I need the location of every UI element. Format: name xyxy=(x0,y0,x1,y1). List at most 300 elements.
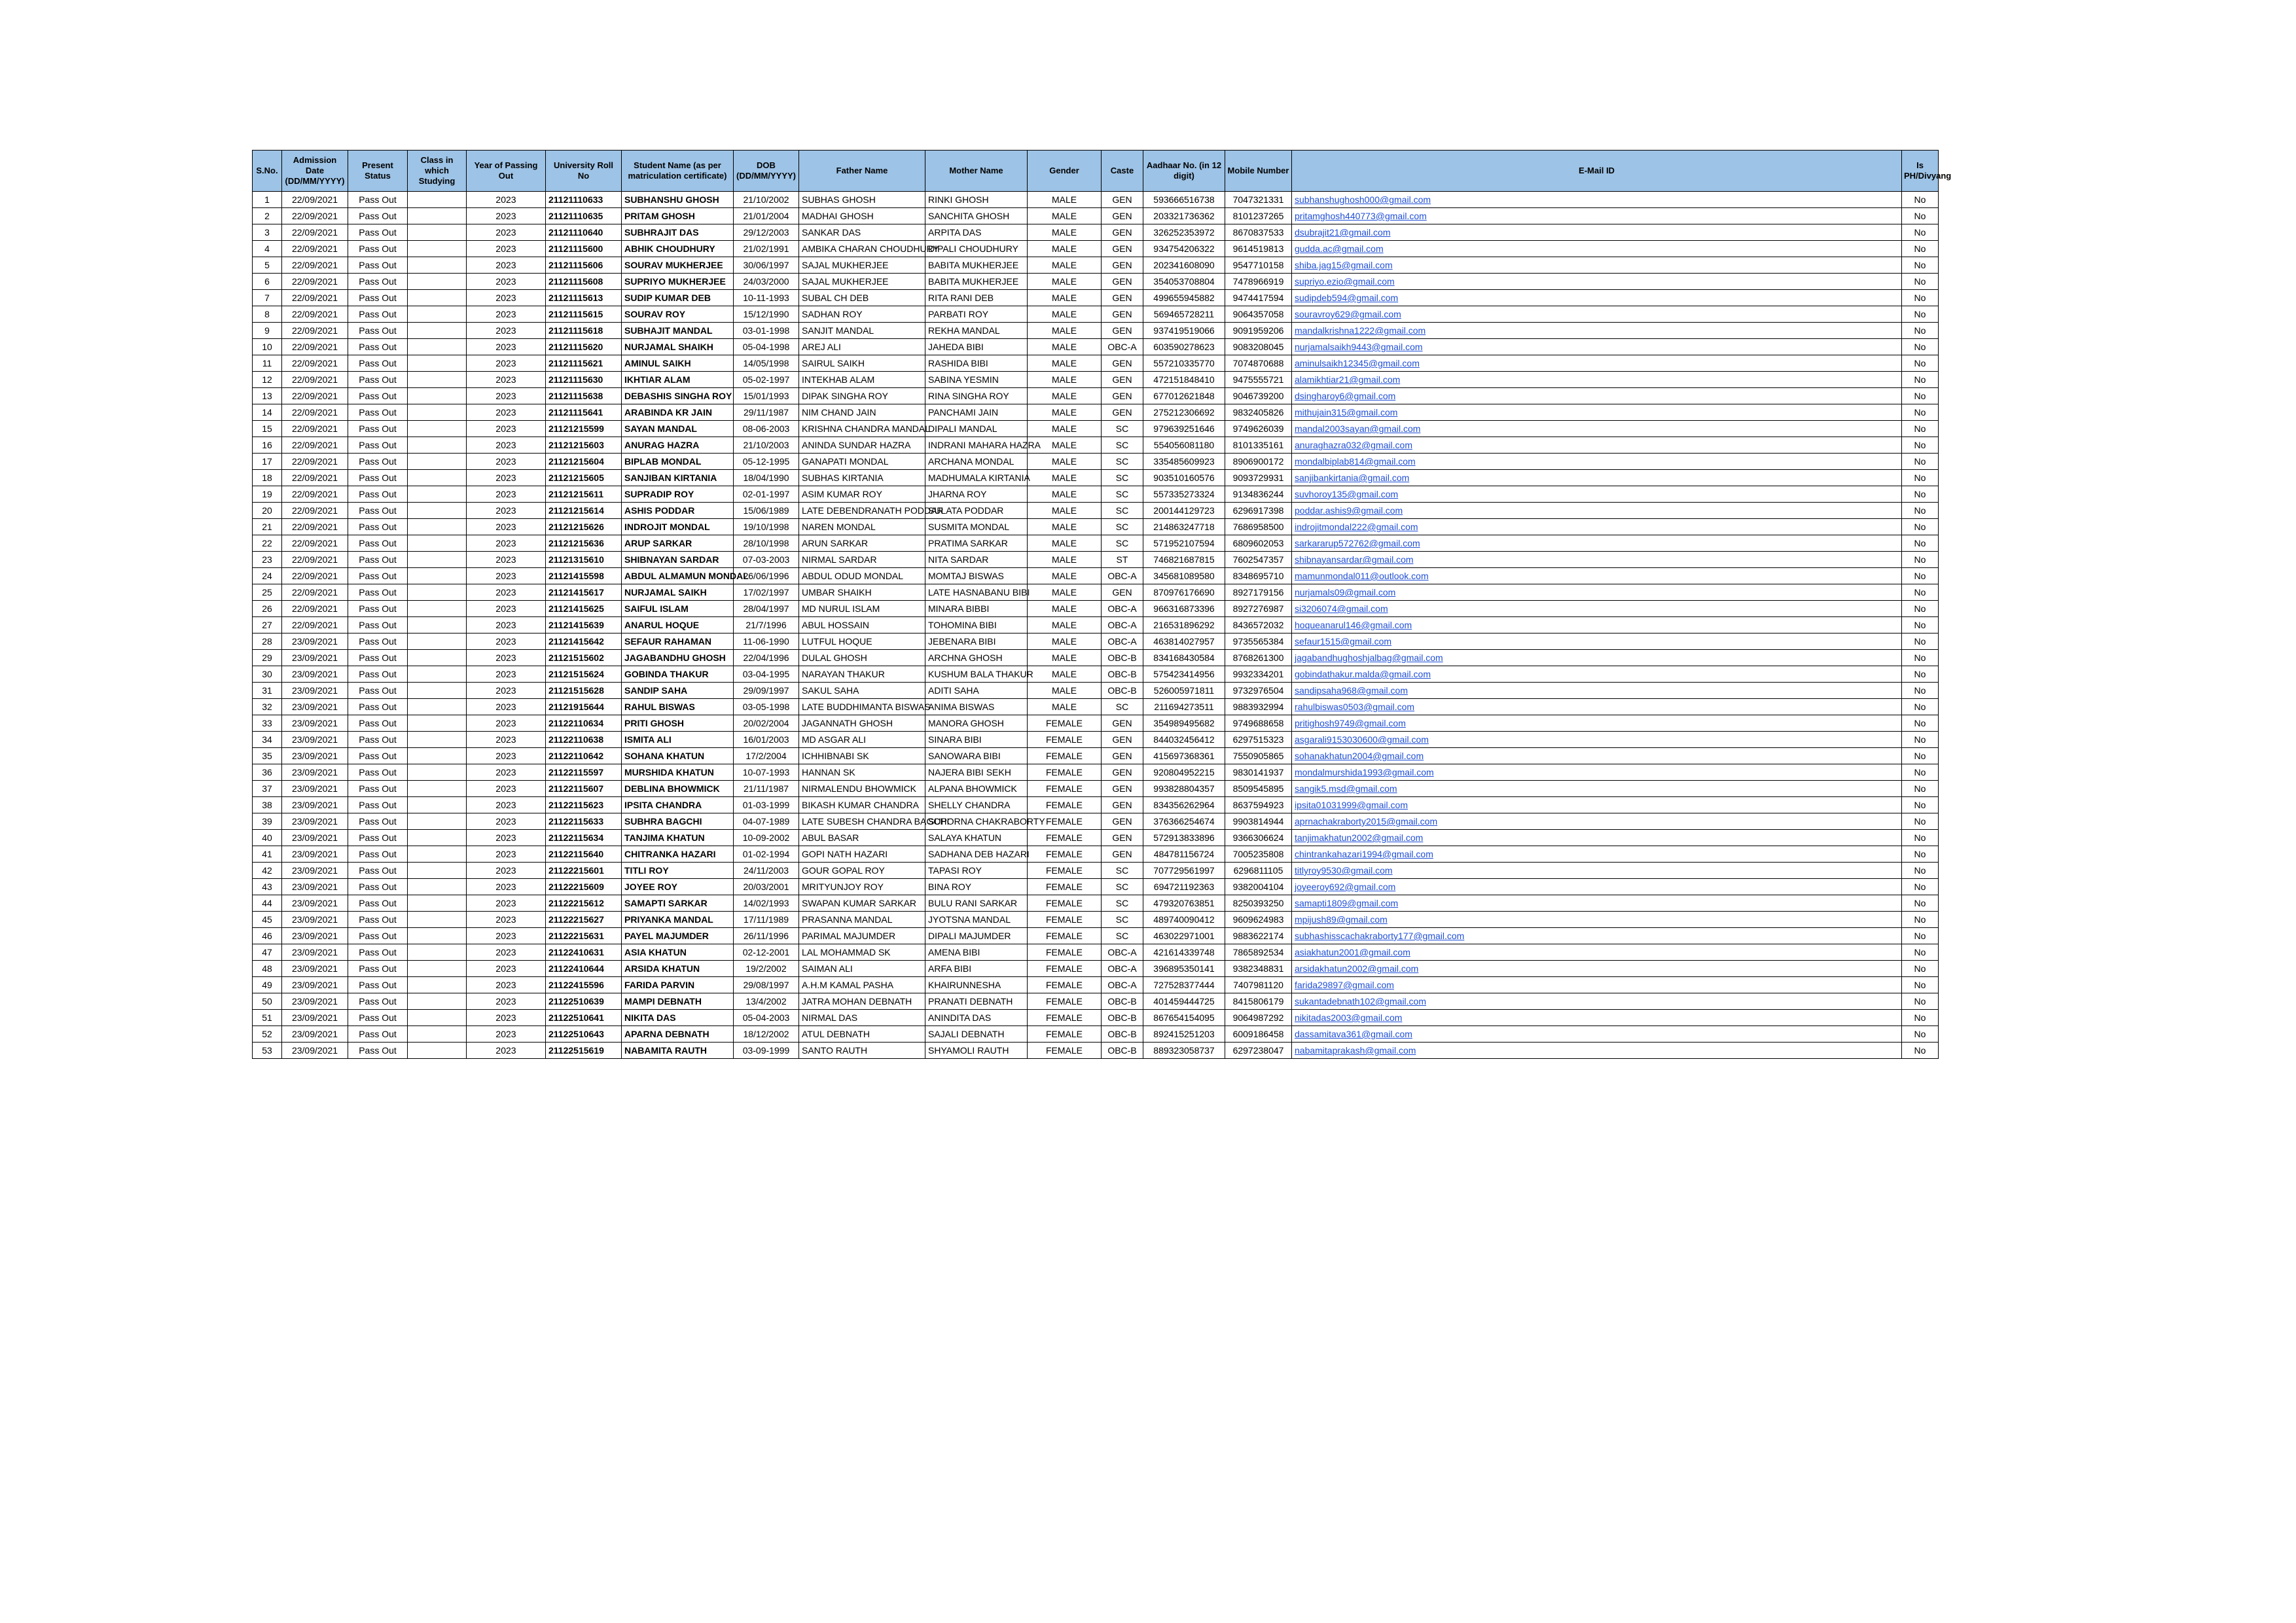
cell-ph-divyang: No xyxy=(1902,797,1939,813)
cell-father-name: SAIMAN ALI xyxy=(799,961,925,977)
cell-present-status: Pass Out xyxy=(348,224,408,241)
cell-ph-divyang: No xyxy=(1902,1026,1939,1043)
cell-present-status: Pass Out xyxy=(348,683,408,699)
cell-year-passing: 2023 xyxy=(467,519,546,535)
col-header-caste: Caste xyxy=(1102,151,1143,192)
cell-gender: FEMALE xyxy=(1028,748,1102,764)
cell-ph-divyang: No xyxy=(1902,470,1939,486)
cell-father-name: SANKAR DAS xyxy=(799,224,925,241)
cell-caste: OBC-A xyxy=(1102,944,1143,961)
cell-father-name: SUBHAS KIRTANIA xyxy=(799,470,925,486)
cell-mobile: 8927179156 xyxy=(1225,584,1292,601)
cell-email[interactable]: mithujain315@gmail.com xyxy=(1292,404,1902,421)
cell-ph-divyang: No xyxy=(1902,437,1939,454)
cell-email[interactable]: suvhoroy135@gmail.com xyxy=(1292,486,1902,503)
cell-gender: MALE xyxy=(1028,323,1102,339)
cell-email[interactable]: subhanshughosh000@gmail.com xyxy=(1292,192,1902,208)
cell-aadhaar: 993828804357 xyxy=(1143,781,1225,797)
cell-caste: GEN xyxy=(1102,290,1143,306)
cell-admission-date: 22/09/2021 xyxy=(282,404,348,421)
cell-mobile: 9903814944 xyxy=(1225,813,1292,830)
cell-present-status: Pass Out xyxy=(348,846,408,863)
cell-email[interactable]: nikitadas2003@gmail.com xyxy=(1292,1010,1902,1026)
cell-roll-no: 21121415642 xyxy=(546,633,622,650)
cell-class xyxy=(408,601,467,617)
cell-present-status: Pass Out xyxy=(348,339,408,355)
cell-mobile: 7478966919 xyxy=(1225,274,1292,290)
cell-aadhaar: 746821687815 xyxy=(1143,552,1225,568)
cell-aadhaar: 275212306692 xyxy=(1143,404,1225,421)
cell-email[interactable]: sukantadebnath102@gmail.com xyxy=(1292,993,1902,1010)
cell-present-status: Pass Out xyxy=(348,257,408,274)
cell-roll-no: 21121515602 xyxy=(546,650,622,666)
cell-father-name: SUBHAS GHOSH xyxy=(799,192,925,208)
table-row xyxy=(253,748,1939,764)
cell-aadhaar: 593666516738 xyxy=(1143,192,1225,208)
cell-dob: 28/10/1998 xyxy=(734,535,799,552)
cell-class xyxy=(408,208,467,224)
col-header-aadhaar: Aadhaar No. (in 12 digit) xyxy=(1143,151,1225,192)
col-header-email: E-Mail ID xyxy=(1292,151,1902,192)
cell-email[interactable]: samapti1809@gmail.com xyxy=(1292,895,1902,912)
cell-dob: 21/01/2004 xyxy=(734,208,799,224)
cell-mother-name: REKHA MANDAL xyxy=(925,323,1028,339)
cell-caste: GEN xyxy=(1102,732,1143,748)
cell-email[interactable]: gudda.ac@gmail.com xyxy=(1292,241,1902,257)
cell-roll-no: 21121115608 xyxy=(546,274,622,290)
cell-student-name: ANARUL HOQUE xyxy=(622,617,734,633)
cell-father-name: AMBIKA CHARAN CHOUDHURY xyxy=(799,241,925,257)
cell-email[interactable]: titlyroy9530@gmail.com xyxy=(1292,863,1902,879)
cell-admission-date: 23/09/2021 xyxy=(282,748,348,764)
cell-roll-no: 21122115633 xyxy=(546,813,622,830)
cell-email[interactable]: tanjimakhatun2002@gmail.com xyxy=(1292,830,1902,846)
cell-roll-no: 21122115607 xyxy=(546,781,622,797)
cell-father-name: ABDUL ODUD MONDAL xyxy=(799,568,925,584)
cell-class xyxy=(408,846,467,863)
cell-admission-date: 23/09/2021 xyxy=(282,813,348,830)
table-row xyxy=(253,257,1939,274)
cell-sno: 22 xyxy=(253,535,282,552)
cell-year-passing: 2023 xyxy=(467,617,546,633)
table-row xyxy=(253,863,1939,879)
table-row xyxy=(253,732,1939,748)
cell-caste: OBC-B xyxy=(1102,683,1143,699)
cell-dob: 03-01-1998 xyxy=(734,323,799,339)
table-row xyxy=(253,454,1939,470)
cell-email[interactable]: asgarali9153030600@gmail.com xyxy=(1292,732,1902,748)
cell-present-status: Pass Out xyxy=(348,568,408,584)
col-header-sno: S.No. xyxy=(253,151,282,192)
cell-father-name: HANNAN SK xyxy=(799,764,925,781)
cell-email[interactable]: sangik5.msd@gmail.com xyxy=(1292,781,1902,797)
cell-gender: MALE xyxy=(1028,274,1102,290)
cell-email[interactable]: ipsita01031999@gmail.com xyxy=(1292,797,1902,813)
cell-mother-name: AMENA BIBI xyxy=(925,944,1028,961)
cell-mobile: 9091959206 xyxy=(1225,323,1292,339)
cell-mobile: 7074870688 xyxy=(1225,355,1292,372)
cell-mobile: 9083208045 xyxy=(1225,339,1292,355)
cell-gender: FEMALE xyxy=(1028,961,1102,977)
cell-gender: FEMALE xyxy=(1028,764,1102,781)
table-row xyxy=(253,813,1939,830)
cell-student-name: IPSITA CHANDRA xyxy=(622,797,734,813)
cell-class xyxy=(408,404,467,421)
cell-mobile: 9382348831 xyxy=(1225,961,1292,977)
cell-present-status: Pass Out xyxy=(348,944,408,961)
cell-aadhaar: 867654154095 xyxy=(1143,1010,1225,1026)
cell-dob: 07-03-2003 xyxy=(734,552,799,568)
cell-father-name: LUTFUL HOQUE xyxy=(799,633,925,650)
cell-year-passing: 2023 xyxy=(467,535,546,552)
cell-mother-name: RASHIDA BIBI xyxy=(925,355,1028,372)
cell-email[interactable]: subhashisscachakraborty177@gmail.com xyxy=(1292,928,1902,944)
cell-present-status: Pass Out xyxy=(348,912,408,928)
cell-mobile: 9475555721 xyxy=(1225,372,1292,388)
cell-ph-divyang: No xyxy=(1902,257,1939,274)
cell-class xyxy=(408,437,467,454)
cell-dob: 18/04/1990 xyxy=(734,470,799,486)
cell-father-name: GANAPATI MONDAL xyxy=(799,454,925,470)
cell-class xyxy=(408,584,467,601)
cell-email[interactable]: sandipsaha968@gmail.com xyxy=(1292,683,1902,699)
cell-dob: 20/03/2001 xyxy=(734,879,799,895)
cell-email[interactable]: mpijush89@gmail.com xyxy=(1292,912,1902,928)
cell-gender: MALE xyxy=(1028,683,1102,699)
col-header-class: Class in which Studying xyxy=(408,151,467,192)
cell-admission-date: 23/09/2021 xyxy=(282,977,348,993)
cell-admission-date: 23/09/2021 xyxy=(282,863,348,879)
cell-student-name: SAMAPTI SARKAR xyxy=(622,895,734,912)
cell-present-status: Pass Out xyxy=(348,290,408,306)
cell-admission-date: 22/09/2021 xyxy=(282,388,348,404)
table-row xyxy=(253,437,1939,454)
cell-email[interactable]: sohanakhatun2004@gmail.com xyxy=(1292,748,1902,764)
cell-roll-no: 21121215603 xyxy=(546,437,622,454)
cell-caste: OBC-A xyxy=(1102,617,1143,633)
cell-email[interactable]: arsidakhatun2002@gmail.com xyxy=(1292,961,1902,977)
cell-mother-name: MADHUMALA KIRTANIA xyxy=(925,470,1028,486)
col-header-mobile: Mobile Number xyxy=(1225,151,1292,192)
cell-email[interactable]: hoqueanarul146@gmail.com xyxy=(1292,617,1902,633)
cell-email[interactable]: mandalkrishna1222@gmail.com xyxy=(1292,323,1902,339)
cell-aadhaar: 489740090412 xyxy=(1143,912,1225,928)
cell-student-name: CHITRANKA HAZARI xyxy=(622,846,734,863)
cell-email[interactable]: nurjamalsaikh9443@gmail.com xyxy=(1292,339,1902,355)
cell-email[interactable]: indrojitmondal222@gmail.com xyxy=(1292,519,1902,535)
cell-year-passing: 2023 xyxy=(467,666,546,683)
cell-caste: SC xyxy=(1102,421,1143,437)
cell-aadhaar: 554056081180 xyxy=(1143,437,1225,454)
cell-email[interactable]: nurjamals09@gmail.com xyxy=(1292,584,1902,601)
cell-admission-date: 22/09/2021 xyxy=(282,241,348,257)
cell-email[interactable]: sanjibankirtania@gmail.com xyxy=(1292,470,1902,486)
cell-year-passing: 2023 xyxy=(467,993,546,1010)
cell-email[interactable]: sudipdeb594@gmail.com xyxy=(1292,290,1902,306)
table-row xyxy=(253,339,1939,355)
cell-roll-no: 21121215611 xyxy=(546,486,622,503)
cell-email[interactable]: poddar.ashis9@gmail.com xyxy=(1292,503,1902,519)
cell-roll-no: 21122215627 xyxy=(546,912,622,928)
cell-email[interactable]: nabamitaprakash@gmail.com xyxy=(1292,1043,1902,1059)
cell-mother-name: SALAYA KHATUN xyxy=(925,830,1028,846)
cell-email[interactable]: anuraghazra032@gmail.com xyxy=(1292,437,1902,454)
cell-gender: MALE xyxy=(1028,584,1102,601)
cell-father-name: SAJAL MUKHERJEE xyxy=(799,274,925,290)
cell-caste: OBC-B xyxy=(1102,666,1143,683)
col-header-year-passing: Year of Passing Out xyxy=(467,151,546,192)
cell-roll-no: 21121115630 xyxy=(546,372,622,388)
cell-roll-no: 21122510639 xyxy=(546,993,622,1010)
cell-admission-date: 23/09/2021 xyxy=(282,1010,348,1026)
cell-roll-no: 21121115613 xyxy=(546,290,622,306)
cell-aadhaar: 345681089580 xyxy=(1143,568,1225,584)
cell-class xyxy=(408,895,467,912)
cell-present-status: Pass Out xyxy=(348,535,408,552)
cell-class xyxy=(408,339,467,355)
cell-year-passing: 2023 xyxy=(467,863,546,879)
cell-email[interactable]: rahulbiswas0503@gmail.com xyxy=(1292,699,1902,715)
cell-dob: 10-09-2002 xyxy=(734,830,799,846)
cell-ph-divyang: No xyxy=(1902,486,1939,503)
cell-admission-date: 22/09/2021 xyxy=(282,503,348,519)
cell-dob: 05-04-1998 xyxy=(734,339,799,355)
cell-roll-no: 21121415598 xyxy=(546,568,622,584)
cell-mother-name: NAJERA BIBI SEKH xyxy=(925,764,1028,781)
cell-sno: 15 xyxy=(253,421,282,437)
cell-email[interactable]: jagabandhughoshjalbag@gmail.com xyxy=(1292,650,1902,666)
cell-present-status: Pass Out xyxy=(348,208,408,224)
cell-gender: MALE xyxy=(1028,257,1102,274)
cell-roll-no: 21121215636 xyxy=(546,535,622,552)
cell-mobile: 9093729931 xyxy=(1225,470,1292,486)
cell-aadhaar: 396895350141 xyxy=(1143,961,1225,977)
cell-dob: 26/11/1996 xyxy=(734,928,799,944)
cell-email[interactable]: shibnayansardar@gmail.com xyxy=(1292,552,1902,568)
cell-sno: 48 xyxy=(253,961,282,977)
cell-sno: 34 xyxy=(253,732,282,748)
cell-year-passing: 2023 xyxy=(467,568,546,584)
cell-roll-no: 21122510641 xyxy=(546,1010,622,1026)
table-row xyxy=(253,895,1939,912)
cell-email[interactable]: aprnachakraborty2015@gmail.com xyxy=(1292,813,1902,830)
cell-aadhaar: 727528377444 xyxy=(1143,977,1225,993)
cell-aadhaar: 834168430584 xyxy=(1143,650,1225,666)
cell-present-status: Pass Out xyxy=(348,601,408,617)
cell-roll-no: 21121110640 xyxy=(546,224,622,241)
table-row xyxy=(253,274,1939,290)
col-header-gender: Gender xyxy=(1028,151,1102,192)
cell-sno: 28 xyxy=(253,633,282,650)
cell-mother-name: SABINA YESMIN xyxy=(925,372,1028,388)
cell-email[interactable]: dassamitava361@gmail.com xyxy=(1292,1026,1902,1043)
cell-dob: 17/02/1997 xyxy=(734,584,799,601)
cell-present-status: Pass Out xyxy=(348,813,408,830)
cell-father-name: GOPI NATH HAZARI xyxy=(799,846,925,863)
cell-mother-name: INDRANI MAHARA HAZRA xyxy=(925,437,1028,454)
cell-email[interactable]: souravroy629@gmail.com xyxy=(1292,306,1902,323)
cell-email[interactable]: dsingharoy6@gmail.com xyxy=(1292,388,1902,404)
cell-aadhaar: 844032456412 xyxy=(1143,732,1225,748)
cell-caste: OBC-A xyxy=(1102,633,1143,650)
cell-dob: 14/05/1998 xyxy=(734,355,799,372)
table-row xyxy=(253,879,1939,895)
cell-ph-divyang: No xyxy=(1902,355,1939,372)
table-row xyxy=(253,388,1939,404)
cell-sno: 51 xyxy=(253,1010,282,1026)
cell-mobile: 6009186458 xyxy=(1225,1026,1292,1043)
cell-mobile: 9609624983 xyxy=(1225,912,1292,928)
cell-gender: MALE xyxy=(1028,552,1102,568)
cell-email[interactable]: asiakhatun2001@gmail.com xyxy=(1292,944,1902,961)
cell-mother-name: SUSMITA MONDAL xyxy=(925,519,1028,535)
cell-aadhaar: 934754206322 xyxy=(1143,241,1225,257)
cell-email[interactable]: supriyo.ezio@gmail.com xyxy=(1292,274,1902,290)
cell-sno: 4 xyxy=(253,241,282,257)
cell-aadhaar: 707729561997 xyxy=(1143,863,1225,879)
cell-caste: SC xyxy=(1102,470,1143,486)
cell-year-passing: 2023 xyxy=(467,895,546,912)
cell-class xyxy=(408,323,467,339)
cell-present-status: Pass Out xyxy=(348,863,408,879)
cell-caste: GEN xyxy=(1102,797,1143,813)
cell-aadhaar: 335485609923 xyxy=(1143,454,1225,470)
cell-present-status: Pass Out xyxy=(348,781,408,797)
cell-year-passing: 2023 xyxy=(467,1010,546,1026)
cell-aadhaar: 557335273324 xyxy=(1143,486,1225,503)
cell-mobile: 9749626039 xyxy=(1225,421,1292,437)
cell-dob: 10-07-1993 xyxy=(734,764,799,781)
cell-class xyxy=(408,797,467,813)
cell-roll-no: 21122215609 xyxy=(546,879,622,895)
cell-sno: 23 xyxy=(253,552,282,568)
cell-sno: 6 xyxy=(253,274,282,290)
cell-email[interactable]: alamikhtiar21@gmail.com xyxy=(1292,372,1902,388)
cell-sno: 37 xyxy=(253,781,282,797)
cell-mother-name: JYOTSNA MANDAL xyxy=(925,912,1028,928)
cell-aadhaar: 421614339748 xyxy=(1143,944,1225,961)
cell-roll-no: 21122510643 xyxy=(546,1026,622,1043)
cell-caste: OBC-B xyxy=(1102,1043,1143,1059)
cell-email[interactable]: dsubrajit21@gmail.com xyxy=(1292,224,1902,241)
cell-email[interactable]: pritamghosh440773@gmail.com xyxy=(1292,208,1902,224)
cell-email[interactable]: farida29897@gmail.com xyxy=(1292,977,1902,993)
cell-ph-divyang: No xyxy=(1902,666,1939,683)
cell-email[interactable]: sefaur1515@gmail.com xyxy=(1292,633,1902,650)
cell-class xyxy=(408,241,467,257)
table-row xyxy=(253,486,1939,503)
cell-email[interactable]: joyeeroy692@gmail.com xyxy=(1292,879,1902,895)
cell-father-name: DIPAK SINGHA ROY xyxy=(799,388,925,404)
cell-caste: SC xyxy=(1102,879,1143,895)
cell-class xyxy=(408,748,467,764)
cell-mobile: 9046739200 xyxy=(1225,388,1292,404)
cell-sno: 33 xyxy=(253,715,282,732)
cell-year-passing: 2023 xyxy=(467,208,546,224)
cell-dob: 29/09/1997 xyxy=(734,683,799,699)
cell-email[interactable]: gobindathakur.malda@gmail.com xyxy=(1292,666,1902,683)
cell-class xyxy=(408,552,467,568)
cell-mobile: 9134836244 xyxy=(1225,486,1292,503)
cell-dob: 22/04/1996 xyxy=(734,650,799,666)
cell-sno: 20 xyxy=(253,503,282,519)
cell-admission-date: 23/09/2021 xyxy=(282,732,348,748)
cell-ph-divyang: No xyxy=(1902,846,1939,863)
cell-gender: MALE xyxy=(1028,208,1102,224)
cell-mother-name: ARFA BIBI xyxy=(925,961,1028,977)
cell-mother-name: ANINDITA DAS xyxy=(925,1010,1028,1026)
cell-email[interactable]: pritighosh9749@gmail.com xyxy=(1292,715,1902,732)
cell-email[interactable]: shiba.jag15@gmail.com xyxy=(1292,257,1902,274)
cell-gender: MALE xyxy=(1028,339,1102,355)
cell-gender: FEMALE xyxy=(1028,715,1102,732)
cell-father-name: ARUN SARKAR xyxy=(799,535,925,552)
cell-class xyxy=(408,813,467,830)
cell-aadhaar: 979639251646 xyxy=(1143,421,1225,437)
cell-gender: MALE xyxy=(1028,306,1102,323)
cell-student-name: SOURAV ROY xyxy=(622,306,734,323)
cell-class xyxy=(408,470,467,486)
cell-student-name: JOYEE ROY xyxy=(622,879,734,895)
cell-email[interactable]: mandal2003sayan@gmail.com xyxy=(1292,421,1902,437)
cell-email[interactable]: aminulsaikh12345@gmail.com xyxy=(1292,355,1902,372)
cell-class xyxy=(408,421,467,437)
cell-mobile: 9830141937 xyxy=(1225,764,1292,781)
cell-mobile: 8670837533 xyxy=(1225,224,1292,241)
cell-gender: MALE xyxy=(1028,601,1102,617)
cell-year-passing: 2023 xyxy=(467,486,546,503)
cell-aadhaar: 569465728211 xyxy=(1143,306,1225,323)
cell-caste: SC xyxy=(1102,519,1143,535)
cell-father-name: LATE SUBESH CHANDRA BAGCHI xyxy=(799,813,925,830)
cell-ph-divyang: No xyxy=(1902,503,1939,519)
cell-student-name: NIKITA DAS xyxy=(622,1010,734,1026)
cell-dob: 15/12/1990 xyxy=(734,306,799,323)
cell-email[interactable]: sarkararup572762@gmail.com xyxy=(1292,535,1902,552)
cell-father-name: BIKASH KUMAR CHANDRA xyxy=(799,797,925,813)
cell-email[interactable]: mamunmondal011@outlook.com xyxy=(1292,568,1902,584)
cell-caste: ST xyxy=(1102,552,1143,568)
cell-caste: GEN xyxy=(1102,830,1143,846)
cell-email[interactable]: chintrankahazari1994@gmail.com xyxy=(1292,846,1902,863)
cell-mobile: 6296917398 xyxy=(1225,503,1292,519)
cell-caste: GEN xyxy=(1102,257,1143,274)
cell-ph-divyang: No xyxy=(1902,568,1939,584)
cell-email[interactable]: si3206074@gmail.com xyxy=(1292,601,1902,617)
table-row xyxy=(253,224,1939,241)
cell-aadhaar: 354989495682 xyxy=(1143,715,1225,732)
cell-mother-name: BABITA MUKHERJEE xyxy=(925,274,1028,290)
cell-sno: 17 xyxy=(253,454,282,470)
table-row xyxy=(253,535,1939,552)
cell-mother-name: RITA RANI DEB xyxy=(925,290,1028,306)
cell-ph-divyang: No xyxy=(1902,928,1939,944)
cell-email[interactable]: mondalbiplab814@gmail.com xyxy=(1292,454,1902,470)
cell-admission-date: 23/09/2021 xyxy=(282,879,348,895)
cell-class xyxy=(408,683,467,699)
cell-ph-divyang: No xyxy=(1902,274,1939,290)
cell-sno: 10 xyxy=(253,339,282,355)
cell-email[interactable]: mondalmurshida1993@gmail.com xyxy=(1292,764,1902,781)
cell-present-status: Pass Out xyxy=(348,372,408,388)
cell-student-name: ARABINDA KR JAIN xyxy=(622,404,734,421)
cell-present-status: Pass Out xyxy=(348,388,408,404)
cell-present-status: Pass Out xyxy=(348,617,408,633)
cell-caste: OBC-A xyxy=(1102,339,1143,355)
cell-sno: 40 xyxy=(253,830,282,846)
cell-caste: SC xyxy=(1102,503,1143,519)
cell-student-name: SUBHANSHU GHOSH xyxy=(622,192,734,208)
